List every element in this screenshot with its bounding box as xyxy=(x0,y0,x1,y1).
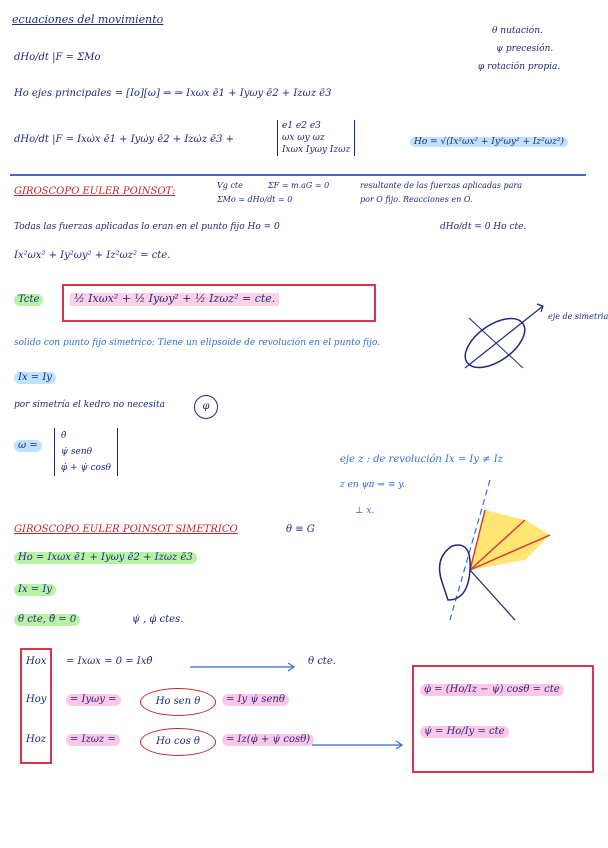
fixed-point-line-b: dHo/dt = 0 Ho cte. xyxy=(440,222,527,232)
brace-left-1: Vg cte xyxy=(217,181,243,190)
blue-note-1: eje z : de revolución Ix = Iy ≠ Iz xyxy=(340,454,503,465)
theta-g: θ ≡ G xyxy=(286,524,315,535)
section-title-symmetric: GIROSCOPO EULER POINSOT SIMETRICO xyxy=(14,524,238,535)
theta-constant: θ cte, θ̇ = 0 xyxy=(14,614,80,626)
ix-iy-eq: Ix = Iy xyxy=(14,584,56,596)
ellipsoid-sketch xyxy=(455,298,575,378)
section-divider xyxy=(10,174,586,176)
theta-constant-result: θ cte. xyxy=(308,656,336,667)
arrow-icon xyxy=(312,740,408,750)
symmetry-text: por simetría el kedro no necesita xyxy=(14,400,165,410)
arrow-icon xyxy=(190,662,300,672)
section-title-poinsot: GIROSCOPO EULER POINSOT: xyxy=(14,186,176,197)
blue-note-2: z en ψπ ⇒ ≡ y. xyxy=(340,480,405,490)
psi-phi-constant: ψ̇ , φ̇ ctes. xyxy=(132,614,184,625)
symmetry-axis-label: eje de simetria xyxy=(548,312,608,321)
hoz-equation-b: = Iz(φ̇ + ψ̇ cosθ) xyxy=(222,734,314,746)
matrix-row: ωx ωy ωz xyxy=(282,133,325,143)
hoy-equation-a: = Iyωy = xyxy=(66,694,121,706)
equation-2: Ho ejes principales = [Io][ω] ⇒ ⇒ Ixωx ē1 + Iyωy ē2 + Izωz ē3 xyxy=(14,88,332,99)
psi-dot-result: ψ̇ = Ho/Iy = cte xyxy=(420,726,509,738)
matrix-row: Ixωx Iyωy Izωz xyxy=(282,145,351,155)
t-constant-label: Tcte xyxy=(14,294,43,306)
gyroscope-sketch xyxy=(430,470,580,630)
omega-vector xyxy=(54,428,118,476)
hox-label: Hox xyxy=(26,656,47,667)
note-line-1: θ nutación. xyxy=(492,26,543,36)
hoy-label: Hoy xyxy=(26,694,47,705)
omega-component: θ̇ xyxy=(61,431,67,441)
angular-momentum-norm: Ho = √(Ix²ωx² + Iy²ωy² + Iz²ωz²) xyxy=(410,137,568,147)
equation-1: dHo/dt |F = ΣMo xyxy=(14,52,101,63)
hoy-circled: Ho sen θ xyxy=(140,688,216,716)
ho-components: Ho = Ixωx ē1 + Iyωy ē2 + Izωz ē3 xyxy=(14,552,197,564)
omega-label: ω = xyxy=(14,440,42,452)
hoz-label: Hoz xyxy=(26,734,47,745)
hoy-equation-b: = Iy ψ̇ senθ xyxy=(222,694,289,706)
brace-mid-1: ΣF = m.aG = 0 xyxy=(268,181,330,190)
symmetric-solid-text: solido con punto fijo simetrico: Tiene un elipsoide de revolución en el punto fijo. xyxy=(14,338,381,348)
note-line-2: ψ precesión. xyxy=(496,44,554,54)
hoz-equation-a: = Izωz = xyxy=(66,734,120,746)
result-box xyxy=(412,665,594,773)
blue-note-3: ⊥ x. xyxy=(355,506,375,516)
omega-component: ψ̇ senθ xyxy=(61,447,93,457)
hoz-circled: Ho cos θ xyxy=(140,728,216,756)
note-line-3: φ rotación propia. xyxy=(478,62,561,72)
equation-3: dHo/dt |F = Ixω̇x ē1 + Iyω̇y ē2 + Izω̇z ē3 + xyxy=(14,134,234,145)
brace-right-2: por O fijo. Reacciones en O. xyxy=(360,195,473,204)
phi-circle: φ xyxy=(194,395,218,419)
cross-product-matrix xyxy=(277,120,355,156)
brace-right-1: resultante de las fuerzas aplicadas para xyxy=(360,181,522,190)
page-title: ecuaciones del movimiento xyxy=(12,13,164,26)
matrix-row: e1 e2 e3 xyxy=(282,121,321,131)
omega-component: φ̇ + ψ̇ cosθ xyxy=(61,463,111,473)
fixed-point-line: Todas las fuerzas aplicadas lo eran en el punto fijo Ho = 0 xyxy=(14,222,280,232)
brace-left-2: ΣMo = dHo/dt = 0 xyxy=(217,195,293,204)
hox-equation: = Ixωx = 0 = Ixθ̇ xyxy=(66,656,153,667)
momentum-constant-line: Ix²ωx² + Iy²ωy² + Iz²ωz² = cte. xyxy=(14,250,171,261)
phi-dot-result: φ̇ = (Ho/Iz − ψ̇) cosθ = cte xyxy=(420,684,564,696)
ix-equals-iy: Ix = Iy xyxy=(14,372,56,384)
energy-equation: ½ Ixωx² + ½ Iyωy² + ½ Izωz² = cte. xyxy=(70,293,279,306)
